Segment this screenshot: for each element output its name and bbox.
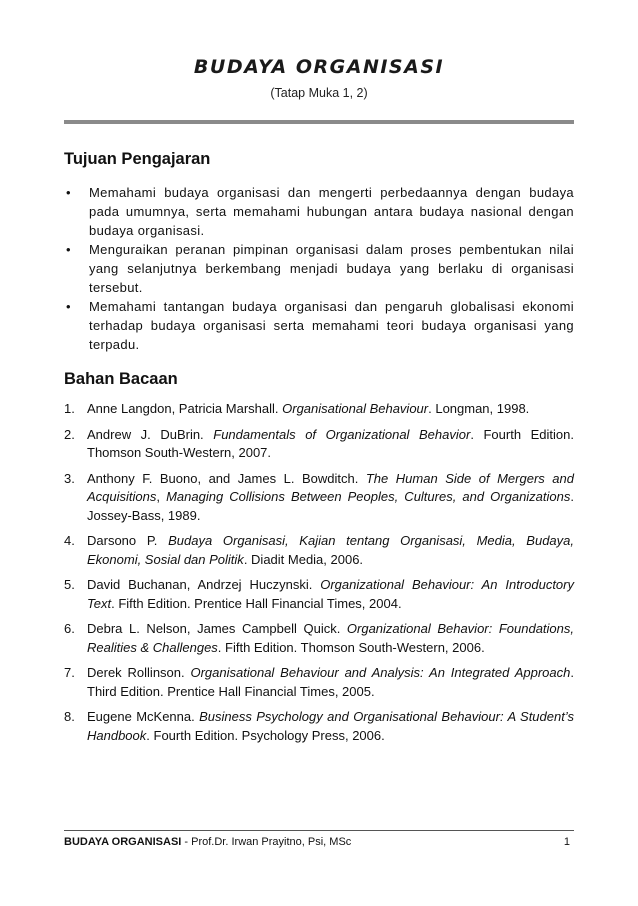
reading-author: Debra L. Nelson, James Campbell Quick. xyxy=(87,621,347,636)
reading-title: Fundamentals of Organizational Behavior xyxy=(213,426,471,442)
footer-divider xyxy=(64,830,574,831)
reading-subtitle: Managing Collisions Between Peoples, Cultures, and Organizations xyxy=(166,489,571,504)
reading-publisher: . Fifth Edition. Thomson South-Western, 2006. xyxy=(217,639,485,655)
reading-item xyxy=(64,400,574,419)
reading-title: Budaya Organisasi, Kajian tentang Organisasi, Media, Budaya, Ekonomi, Sosial dan Politik xyxy=(87,533,574,567)
reading-title: Business Psychology and Organisational Behaviour: A Student’s Handbook xyxy=(87,709,574,743)
readings-heading: Bahan Bacaan xyxy=(64,370,178,388)
reading-publisher: . Fourth Edition. Thomson South-Western, 2007. xyxy=(87,426,574,460)
reading-publisher: . Fifth Edition. Prentice Hall Financial Times, 2004. xyxy=(111,595,402,611)
reading-author: David Buchanan, Andrzej Huczynski. xyxy=(87,577,321,592)
goals-list xyxy=(64,183,574,354)
goal-item xyxy=(64,297,574,354)
footer-author: - Prof.Dr. Irwan Prayitno, Psi, MSc xyxy=(181,836,352,848)
reading-number: 4. xyxy=(64,533,75,548)
reading-author: Anthony F. Buono, and James L. Bowditch. xyxy=(87,470,366,486)
reading-item xyxy=(64,532,574,569)
reading-item xyxy=(64,708,574,745)
page-footer xyxy=(64,836,574,848)
goals-heading: Tujuan Pengajaran xyxy=(64,150,211,168)
goal-text: Memahami budaya organisasi dan mengerti perbedaannya dengan budaya pada umumnya, serta memahami hubungan antara budaya nasional dengan budaya organisasi. xyxy=(89,185,574,238)
footer-course: BUDAYA ORGANISASI xyxy=(64,836,182,848)
goal-text: Menguraikan peranan pimpinan organisasi dalam proses pembentukan nilai yang selanjutnya berkembang menjadi budaya yang berlaku di organisasi tersebut. xyxy=(89,242,574,295)
reading-item xyxy=(64,426,574,463)
reading-title: Organisational Behaviour and Analysis: An Integrated Approach xyxy=(190,665,571,680)
reading-item xyxy=(64,470,574,526)
reading-author: Andrew J. DuBrin. xyxy=(87,426,214,442)
reading-title: Organizational Behaviour: An Introductory Text xyxy=(87,577,574,611)
readings-list xyxy=(64,400,574,745)
reading-publisher: . Third Edition. Prentice Hall Financial Times, 2005. xyxy=(87,665,574,699)
document-body xyxy=(64,150,574,752)
page-number: 1 xyxy=(563,836,570,848)
goal-text: Memahami tantangan budaya organisasi dan pengaruh globalisasi ekonomi terhadap budaya organisasi serta memahami teori budaya organisasi yang terpadu. xyxy=(89,299,574,352)
reading-publisher: . Diadit Media, 2006. xyxy=(243,551,364,567)
bullet-icon: • xyxy=(66,242,71,257)
reading-number: 3. xyxy=(64,470,75,486)
reading-number: 2. xyxy=(64,426,75,442)
reading-author: Derek Rollinson. xyxy=(87,665,191,680)
reading-publisher: . Longman, 1998. xyxy=(428,401,530,416)
reading-title: Organisational Behaviour xyxy=(282,401,429,416)
reading-publisher: . Fourth Edition. Psychology Press, 2006. xyxy=(146,727,385,743)
reading-number: 8. xyxy=(64,709,75,724)
footer-credit xyxy=(64,836,351,848)
goal-item xyxy=(64,183,574,240)
reading-publisher: . Jossey-Bass, 1989. xyxy=(87,489,575,523)
reading-number: 1. xyxy=(64,401,75,416)
header-divider xyxy=(64,120,574,124)
reading-title: Organizational Behavior: Foundations, Realities & Challenges xyxy=(87,621,574,655)
reading-number: 7. xyxy=(64,665,75,680)
reading-item xyxy=(64,576,574,613)
reading-author: Darsono P. xyxy=(87,533,169,548)
reading-item xyxy=(64,664,574,701)
bullet-icon: • xyxy=(66,299,71,314)
reading-number: 5. xyxy=(64,577,75,592)
goal-item xyxy=(64,240,574,297)
reading-separator: , xyxy=(156,489,167,504)
reading-author: Eugene McKenna. xyxy=(87,709,200,724)
document-subtitle: (Tatap Muka 1, 2) xyxy=(270,86,368,100)
reading-author: Anne Langdon, Patricia Marshall. xyxy=(87,401,283,416)
document-title: BUDAYA ORGANISASI xyxy=(193,56,445,78)
reading-number: 6. xyxy=(64,621,75,636)
reading-title: The Human Side of Mergers and Acquisitions xyxy=(87,470,574,504)
bullet-icon: • xyxy=(66,185,71,200)
reading-item xyxy=(64,620,574,657)
